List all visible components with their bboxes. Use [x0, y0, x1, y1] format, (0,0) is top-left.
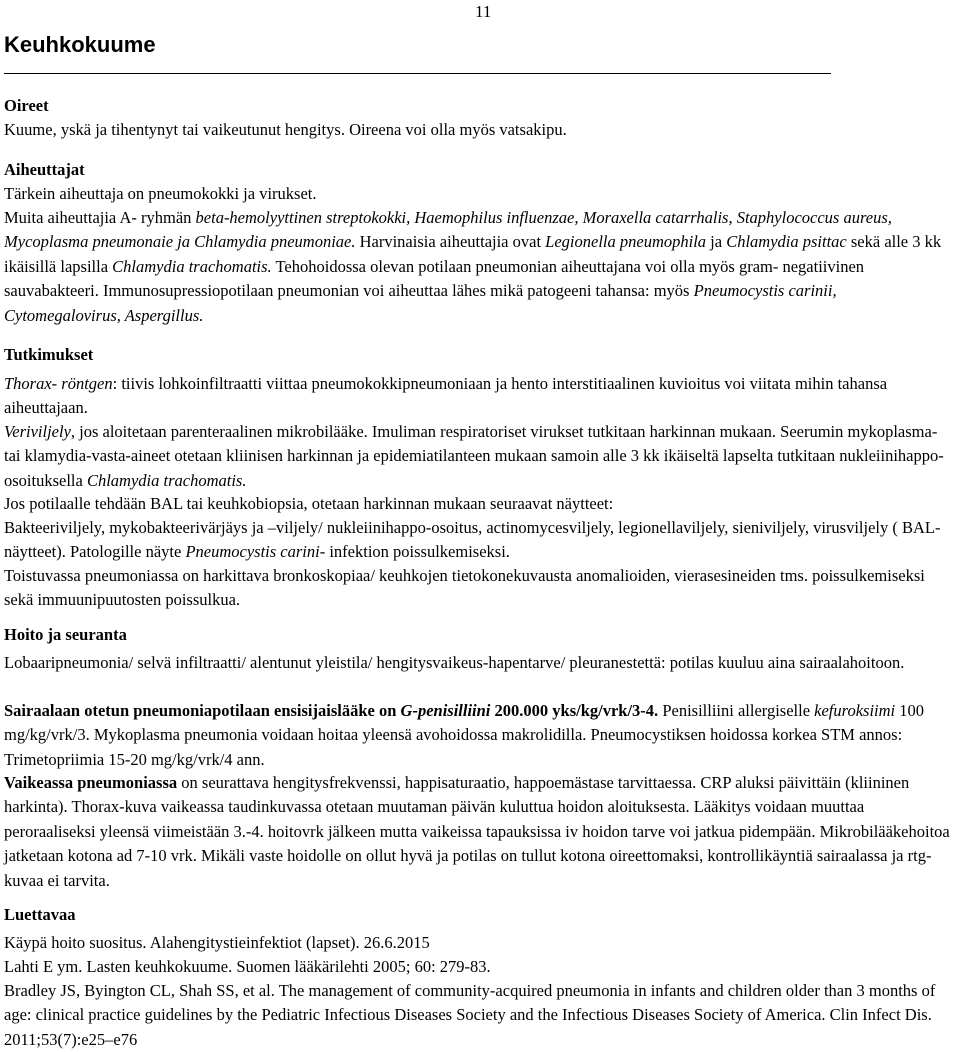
tutkimukset-thorax	[4, 372, 956, 421]
aiheuttajat-main-cause: Tärkein aiheuttaja on pneumokokki ja virukset.	[4, 184, 317, 203]
term: Veriviljely	[4, 422, 71, 441]
text-span: on seurattava hengitysfrekvenssi, happisaturaatio, happoemästase tarvittaessa. CRP aluksi päivittäin (kliininen harkinta). Thorax-kuva vaikeassa taudinkuvassa otetaan muutaman päivän kuluttua hoidon aloituksesta. Lääkitys voidaan muuttaa peroraaliseksi yleensä viimeistään 3.-4. hoitovrk jälkeen mutta vaikeissa tapauksissa iv hoidon tarve voi jatkua pidempään. Mikrobilääkehoitoa jatketaan kotona ad 7-10 vrk. Mikäli vaste hoidolle on ollut hyvä ja potilas on tullut kotona oireettomaksi, kontrollikäyntiä sairaalassa ja rtg-kuvaa ei tarvita.	[4, 773, 950, 890]
text-span: 100 mg/kg/vrk/3. Mykoplasma pneumonia voidaan hoitaa yleensä avohoidossa makrolidilla. Pneumocystiksen hoidossa korkea STM annos: Trimetopriimia 15-20 mg/kg/vrk/4 ann.	[4, 701, 924, 769]
bold-text	[401, 701, 491, 720]
text-span: Muita aiheuttajia A- ryhmän	[4, 208, 196, 227]
heading-aiheuttajat: Aiheuttajat	[4, 160, 85, 179]
pathogen-name: Pneumocystis carini	[185, 542, 320, 562]
reference-item: Lahti E ym. Lasten keuhkokuume. Suomen lääkärilehti 2005; 60: 279-83.	[4, 957, 491, 976]
page-number: 11	[475, 2, 492, 21]
drug-name: G-penisilliini	[400, 701, 491, 720]
tutkimukset-bal: Jos potilaalle tehdään BAL tai keuhkobiopsia, otetaan harkinnan mukaan seuraavat näytteet:	[4, 494, 614, 513]
text-span: ja	[706, 232, 727, 252]
header-rule	[4, 73, 831, 74]
hoito-indications: Lobaaripneumonia/ selvä infiltraatti/ alentunut yleistila/ hengitysvaikeus-hapentarve/ pleuranestettä: potilas kuuluu aina sairaalahoitoon.	[4, 653, 905, 672]
text-span: Bakteeriviljely, mykobakteerivärjäys ja –viljely/ nukleiinihappo-osoitus, actinomycesviljely, legionellaviljely, sieniviljely, virusviljely ( BAL-näytteet). Patologille näyte	[4, 518, 941, 562]
text-span: Penisilliini allergiselle	[658, 701, 815, 720]
pathogen-name: Legionella pneumophila	[545, 232, 707, 252]
heading-oireet: Oireet	[4, 96, 49, 115]
tutkimukset-veriviljely	[4, 420, 956, 493]
text-span: sekä alle 3 kk ikäisillä lapsilla	[4, 232, 942, 276]
pathogen-names: Pneumocystis carinii, Cytomegalovirus, Aspergillus.	[4, 281, 837, 325]
heading-hoito: Hoito ja seuranta	[4, 625, 127, 644]
reference-item: Käypä hoito suositus. Alahengitystieinfektiot (lapset). 26.6.2015	[4, 933, 430, 952]
term: Thorax- röntgen	[4, 374, 113, 393]
pathogen-name: Chlamydia trachomatis.	[86, 470, 247, 490]
text-span: : tiivis lohkoinfiltraatti viittaa pneumokokkipneumoniaan ja hento interstitiaalinen kuvioitus voi viitata mihin tahansa aiheuttajaan.	[4, 374, 888, 418]
text-span: - infektion poissulkemiseksi.	[319, 542, 510, 562]
pathogen-name: Chlamydia trachomatis.	[112, 256, 272, 276]
text-span: Harvinaisia aiheuttajia ovat	[355, 232, 546, 252]
oireet-text: Kuume, yskä ja tihentynyt tai vaikeutunut hengitys. Oireena voi olla myös vatsakipu.	[4, 120, 567, 139]
drug-name: kefuroksiimi	[814, 701, 896, 720]
hoito-medication	[4, 699, 956, 772]
text-span: , jos aloitetaan parenteraalinen mikrobilääke. Imuliman respiratoriset virukset tutkitaan harkinnan mukaan. Seerumin mykoplasma- tai klamydia-vasta-aineet otetaan kliinisen harkinnan ja epidemiatilanteen mukaan samoin alle 3 kk ikäiseltä lapselta tutkitaan nukleiinihappo-osoituksella	[4, 422, 944, 490]
text-span: Tehohoidossa olevan potilaan pneumonian aiheuttajana voi olla myös gram- negatiivinen sauvabakteeri. Immunosupressiopotilaan pneumonian voi aiheuttaa lähes mikä patogeeni tahansa: myös	[4, 256, 865, 301]
aiheuttajat-paragraph	[4, 206, 956, 328]
page-header: Keuhkokuume	[4, 32, 156, 57]
heading-luettavaa: Luettavaa	[4, 905, 76, 924]
bold-text: 200.000 yks/kg/vrk/3-4.	[490, 701, 659, 720]
tutkimukset-samples	[4, 516, 956, 565]
reference-item: Bradley JS, Byington CL, Shah SS, et al. The management of community-acquired pneumonia in infants and children older than 3 months of age: clinical practice guidelines by the Pediatric Infectious Diseases Society and the Infectious Diseases Society of America. Clin Infect Dis. 2011;53(7):e25–e76	[4, 981, 936, 1049]
heading-tutkimukset: Tutkimukset	[4, 345, 94, 364]
bold-text: Vaikeassa pneumoniassa	[4, 773, 178, 792]
pathogen-names: beta-hemolyyttinen streptokokki, Haemophilus influenzae, Moraxella catarrhalis, Staphylococcus aureus, Mycoplasma pneumonaie ja Chlamydia pneumoniae.	[4, 208, 892, 252]
hoito-severe	[4, 771, 956, 893]
pathogen-name: Chlamydia psittac	[726, 232, 847, 252]
bold-text: Sairaalaan otetun pneumoniapotilaan ensisijaislääke on	[4, 701, 401, 720]
tutkimukset-recurrent: Toistuvassa pneumoniassa on harkittava bronkoskopiaa/ keuhkojen tietokonekuvausta anomalioiden, vierasesineiden tms. poissulkemiseksi sekä immuunipuutosten poissulkua.	[4, 566, 925, 610]
